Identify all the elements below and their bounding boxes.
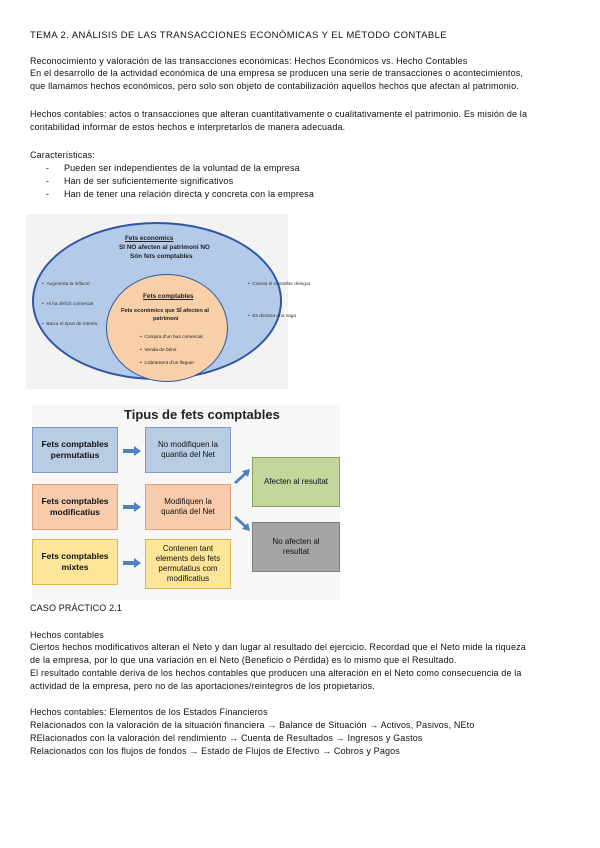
right-item: • Canvia el conseller delegat [248,282,310,287]
left-item: • Hi ha dèficit comercial [42,302,94,307]
modificatius-desc: Modifiquen la quantia del Net [145,484,231,530]
case-subheading: Hechos contables [30,630,104,640]
paragraph-line: que llamamos hechos económicos, pero solo son objeto de contabilización aquellos hechos que afectan al patrimonio. [30,81,519,91]
afecten-resultat-box: Afecten al resultat [252,457,340,507]
inner-item: • Cobrament d'un lloguer [140,361,195,366]
outer-line: Són fets comptables [130,253,193,260]
permutatius-label: Fets comptables permutatius [32,427,118,473]
diagram-title: Tipus de fets comptables [124,407,280,422]
list-item: - Pueden ser independientes de la voluntad de la empresa [46,163,300,173]
left-item: • Baixa el tipus de interès [42,322,98,327]
elements-line: Relacionados con la valoración de la situación financiera → Balance de Situación → Activos, Pasivos, NEto [30,720,475,730]
paragraph-line: actividad de la empresa, pero no de las aportaciones/reintegros de los propietarios. [30,681,375,691]
no-afecten-resultat-box: No afecten al resultat [252,522,340,572]
arrow-right-icon [123,558,141,568]
list-item: - Han de tener una relación directa y concreta con la empresa [46,189,314,199]
paragraph-line: contabilidad informar de estos hechos e interpretarlos de manera adecuada. [30,122,346,132]
inner-line: patrimoni [153,316,179,322]
permutatius-desc: No modifiquen la quantia del Net [145,427,231,473]
inner-item: • Compra d'un bus comercial [140,335,203,340]
characteristics-heading: Características: [30,150,95,160]
elements-line: Relacionados con los flujos de fondos → Estado de Flujos de Efectivo → Cobros y Pagos [30,746,400,756]
case-heading: CASO PRÁCTICO 2.1 [30,603,123,613]
section-heading: Reconocimiento y valoración de las transacciones económicas: Hechos Económicos vs. Hecho Contables [30,56,468,66]
mixtes-desc: Contenen tant elements dels fets permutatius com modificatius [145,539,231,589]
modificatius-label: Fets comptables modificatius [32,484,118,530]
page-title: TEMA 2. ANÁLISIS DE LAS TRANSACCIONES ECONÓMICAS Y EL MÉTODO CONTABLE [30,30,448,41]
arrow-right-icon [123,446,141,456]
paragraph-line: Ciertos hechos modificativos alteran el Neto y dan lugar al resultado del ejercicio. Recordad que el Neto mide la riqueza [30,642,526,652]
paragraph-line: de la empresa, por lo que una variación en el Neto (Beneficio o Pérdida) es lo mismo que el Resultado. [30,655,457,665]
arrow-right-icon [123,502,141,512]
elements-line: RElacionados con la valoración del rendimiento → Cuenta de Resultados → Ingresos y Gastos [30,733,423,743]
inner-item: • Venda de béns [140,348,177,353]
left-item: • Augmenta la inflació [42,282,90,287]
list-item: - Han de ser suficientemente significativos [46,176,234,186]
right-item: • Es declara una vaga [248,314,297,319]
fets-economics-diagram [26,214,310,389]
paragraph-line: El resultado contable deriva de los hechos contables que producen una alteración en el Neto como consecuencia de la [30,668,522,678]
tipus-fets-diagram [32,405,340,600]
arrow-diagonal-down-icon [234,515,250,531]
paragraph-line: En el desarrollo de la actividad económica de una empresa se producen una serie de transacciones o acontecimientos, [30,68,524,78]
outer-line: SI NO afecten al patrimoni NO [119,244,210,251]
arrow-diagonal-up-icon [234,469,250,485]
elements-heading: Hechos contables: Elementos de los Estados Financieros [30,707,268,717]
mixtes-label: Fets comptables mixtes [32,539,118,585]
inner-line: Fets econòmics que SÍ afecten al [121,308,209,314]
paragraph-line: Hechos contables: actos o transacciones que alteran cuantitativamente o cualitativamente el patrimonio. Es misión de la [30,109,528,119]
inner-title: Fets comptables [143,293,194,300]
outer-title: Fets econòmics [125,235,174,242]
